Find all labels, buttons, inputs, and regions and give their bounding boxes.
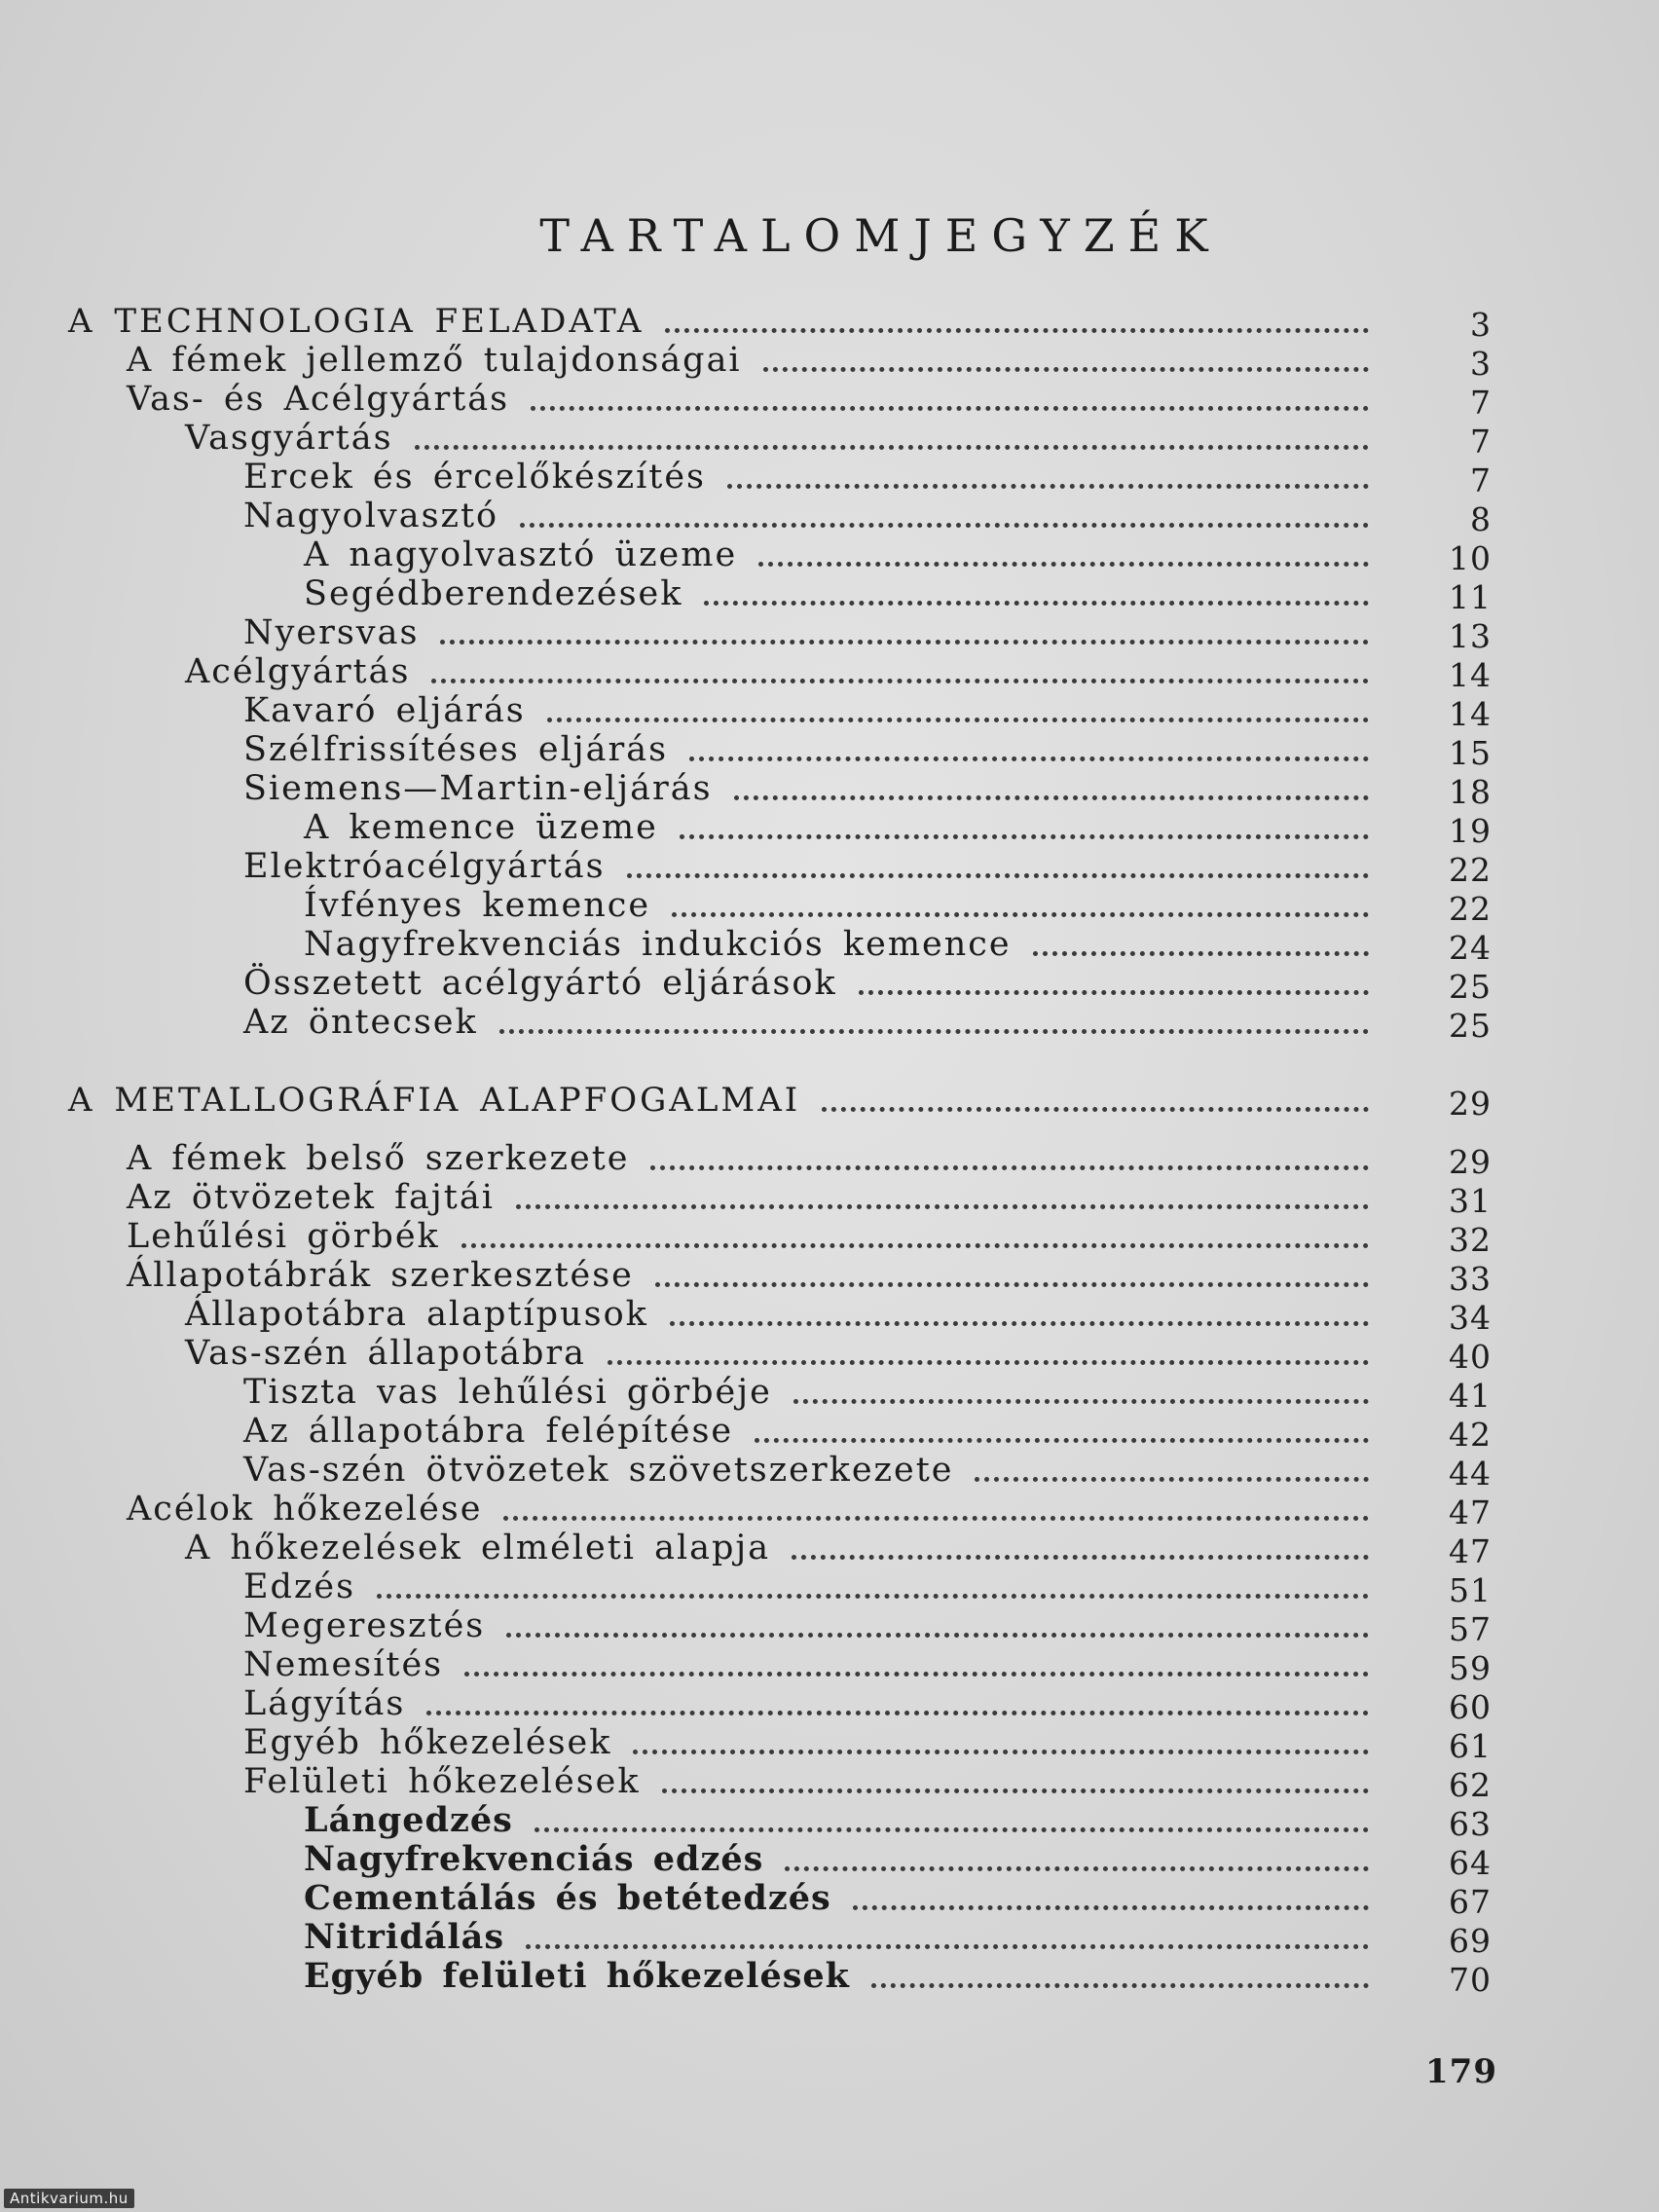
toc-page-number: 63 <box>1449 1805 1492 1843</box>
dot-leader <box>633 1750 1369 1754</box>
toc-page-number: 47 <box>1449 1493 1492 1531</box>
toc-entry <box>0 964 1659 1006</box>
toc-page-number: 7 <box>1470 423 1492 461</box>
toc-entry-label: A kemence üzeme <box>304 808 658 847</box>
toc-entry-label: Az állapotábra felépítése <box>243 1412 734 1451</box>
toc-page-number: 18 <box>1449 773 1492 811</box>
toc-entry <box>0 1139 1659 1181</box>
toc-entry <box>0 1295 1659 1337</box>
toc-entry-label: Szélfrissítéses eljárás <box>243 730 669 769</box>
toc-page-number: 13 <box>1449 617 1492 655</box>
dot-leader <box>516 1204 1369 1209</box>
toc-entry <box>0 1917 1659 1960</box>
toc-page-number: 14 <box>1449 656 1492 694</box>
toc-page-number: 42 <box>1449 1416 1492 1454</box>
dot-leader <box>662 1788 1369 1793</box>
dot-leader <box>727 484 1369 489</box>
dot-leader <box>755 1438 1369 1443</box>
dot-leader <box>415 445 1369 450</box>
dot-leader <box>426 1711 1369 1715</box>
toc-entry <box>0 886 1659 928</box>
toc-page-number: 59 <box>1449 1649 1492 1687</box>
toc-entry-label: A TECHNOLOGIA FELADATA <box>68 302 645 341</box>
dot-leader <box>535 1827 1369 1832</box>
toc-entry-label: Vasgyártás <box>185 419 393 458</box>
toc-page-number: 40 <box>1449 1338 1492 1376</box>
toc-entry-label: A fémek belső szerkezete <box>127 1139 630 1178</box>
toc-entry-label: Ívfényes kemence <box>304 886 651 925</box>
toc-page-number: 32 <box>1449 1221 1492 1259</box>
dot-leader <box>608 1360 1369 1365</box>
toc-entry-label: Siemens—Martin-eljárás <box>243 769 713 808</box>
toc-entry-label: Edzés <box>243 1567 356 1606</box>
toc-page-number: 24 <box>1449 929 1492 967</box>
dot-leader <box>689 756 1369 761</box>
toc-page-number: 67 <box>1449 1883 1492 1921</box>
toc-entry <box>0 1762 1659 1804</box>
dot-leader <box>758 562 1369 567</box>
toc-page-number: 51 <box>1449 1571 1492 1609</box>
dot-leader <box>822 1107 1369 1112</box>
toc-entry <box>0 1178 1659 1220</box>
toc-entry-label: Nagyfrekvenciás edzés <box>304 1839 764 1879</box>
toc-entry <box>0 1256 1659 1298</box>
toc-entry-label: Nyersvas <box>243 613 420 652</box>
toc-entry <box>0 1217 1659 1259</box>
toc-entry-label: Tiszta vas lehűlési görbéje <box>243 1373 772 1412</box>
toc-entry-label: A fémek jellemző tulajdonságai <box>127 341 742 380</box>
toc-entry-label: Az öntecsek <box>243 1003 478 1042</box>
dot-leader <box>526 1944 1369 1949</box>
toc-page-number: 3 <box>1470 345 1492 383</box>
toc-entry-label: Cementálás és betétedzés <box>304 1878 831 1918</box>
dot-leader <box>793 1399 1369 1404</box>
toc-entry-label: Nitridálás <box>304 1917 505 1957</box>
toc-page-number: 29 <box>1449 1085 1492 1123</box>
toc-entry <box>0 1334 1659 1376</box>
dot-leader <box>547 718 1369 722</box>
toc-entry-label: Acélgyártás <box>185 652 411 691</box>
dot-leader <box>499 1029 1369 1034</box>
toc-entry <box>0 613 1659 655</box>
dot-leader <box>680 834 1369 839</box>
toc-entry-label: Kavaró eljárás <box>243 691 526 730</box>
toc-entry <box>0 458 1659 497</box>
toc-entry-label: Lágyítás <box>243 1684 406 1723</box>
toc-page-number: 14 <box>1449 695 1492 733</box>
toc-entry <box>0 1003 1659 1045</box>
dot-leader <box>503 1516 1369 1521</box>
toc-entry <box>0 1567 1659 1609</box>
toc-entry-label: Vas-szén állapotábra <box>185 1334 587 1373</box>
toc-page-number: 61 <box>1449 1727 1492 1765</box>
toc-page-number: 8 <box>1470 500 1492 538</box>
toc-page-number: 25 <box>1449 968 1492 1006</box>
toc-entry <box>0 1645 1659 1687</box>
toc-entry <box>0 1878 1659 1921</box>
dot-leader <box>440 640 1369 645</box>
toc-section-heading <box>0 1081 1659 1123</box>
toc-entry <box>0 497 1659 538</box>
toc-entry-label: A hőkezelések elméleti alapja <box>185 1529 771 1567</box>
page-number: 179 <box>1425 2052 1497 2091</box>
dot-leader <box>627 873 1369 878</box>
toc-page-number: 64 <box>1449 1844 1492 1882</box>
toc-page-number: 22 <box>1449 851 1492 889</box>
toc-entry <box>0 574 1659 616</box>
toc-entry-label: Nemesítés <box>243 1645 444 1684</box>
toc-entry-label: Nagyfrekvenciás indukciós kemence <box>304 925 1012 964</box>
dot-leader <box>377 1594 1369 1599</box>
dot-leader <box>704 601 1369 606</box>
toc-entry <box>0 769 1659 811</box>
toc-page-number: 47 <box>1449 1532 1492 1570</box>
toc-entry <box>0 341 1659 383</box>
dot-leader <box>871 1983 1369 1988</box>
dot-leader <box>785 1866 1369 1871</box>
toc-entry <box>0 1373 1659 1415</box>
toc-entry-label: Felületi hőkezelések <box>243 1762 641 1801</box>
toc-page-number: 44 <box>1449 1455 1492 1493</box>
toc-entry <box>0 1723 1659 1765</box>
toc-entry <box>0 1529 1659 1570</box>
dot-leader <box>853 1905 1369 1910</box>
toc-page-number: 70 <box>1449 1961 1492 1999</box>
toc-entry-label: Nagyolvasztó <box>243 497 499 535</box>
toc-entry <box>0 1490 1659 1529</box>
toc-page-number: 57 <box>1449 1610 1492 1648</box>
dot-leader <box>734 795 1369 800</box>
dot-leader <box>520 523 1369 528</box>
toc-entry-label: Lángedzés <box>304 1800 513 1840</box>
toc-page-number: 3 <box>1470 306 1492 344</box>
toc-page-number: 29 <box>1449 1143 1492 1181</box>
dot-leader <box>792 1555 1369 1560</box>
toc-page-number: 15 <box>1449 734 1492 772</box>
toc-page-number: 34 <box>1449 1299 1492 1337</box>
toc-entry <box>0 1684 1659 1726</box>
toc-entry <box>0 419 1659 461</box>
page-title: TARTALOMJEGYZÉK <box>539 209 1222 262</box>
toc-entry <box>0 847 1659 889</box>
toc-page-number: 31 <box>1449 1182 1492 1220</box>
toc-entry-label: Vas- és Acélgyártás <box>127 380 510 419</box>
toc-entry-label: Lehűlési görbék <box>127 1217 440 1256</box>
dot-leader <box>672 912 1369 917</box>
toc-entry-label: Megeresztés <box>243 1606 486 1645</box>
toc-entry <box>0 1839 1659 1882</box>
toc-page-number: 62 <box>1449 1766 1492 1804</box>
dot-leader <box>461 1243 1369 1248</box>
toc-page-number: 19 <box>1449 812 1492 850</box>
dot-leader <box>859 990 1369 995</box>
toc-entry-label: Acélok hőkezelése <box>127 1490 483 1529</box>
toc-entry-label: Elektróacélgyártás <box>243 847 606 886</box>
dot-leader <box>670 1321 1369 1326</box>
toc-entry-label: Ercek és ércelőkészítés <box>243 458 707 497</box>
dot-leader <box>506 1633 1369 1638</box>
toc-entry-label: Egyéb hőkezelések <box>243 1723 612 1762</box>
dot-leader <box>464 1672 1369 1677</box>
toc-page-number: 11 <box>1449 578 1492 616</box>
dot-leader <box>975 1477 1369 1482</box>
toc-page-number: 69 <box>1449 1922 1492 1960</box>
toc-entry <box>0 808 1659 850</box>
toc-entry-label: Egyéb felületi hőkezelések <box>304 1956 850 1996</box>
toc-entry-label: Összetett acélgyártó eljárások <box>243 964 837 1003</box>
toc-entry-label: Állapotábra alaptípusok <box>185 1295 648 1334</box>
dot-leader <box>763 367 1369 372</box>
toc-page-number: 10 <box>1449 539 1492 577</box>
toc-page-number: 41 <box>1449 1377 1492 1415</box>
toc-entry <box>0 925 1659 967</box>
toc-entry-label: A nagyolvasztó üzeme <box>304 535 738 574</box>
toc-entry <box>0 1412 1659 1454</box>
toc-entry-label: Állapotábrák szerkesztése <box>127 1256 634 1295</box>
toc-entry <box>0 652 1659 694</box>
toc-page-number: 22 <box>1449 890 1492 928</box>
dot-leader <box>650 1165 1369 1170</box>
watermark-logo: Antikvarium.hu <box>4 2189 134 2208</box>
toc-entry-label: Vas-szén ötvözetek szövetszerkezete <box>243 1451 954 1490</box>
toc-entry <box>0 535 1659 577</box>
dot-leader <box>1033 951 1369 956</box>
toc-entry-label: Segédberendezések <box>304 574 683 613</box>
toc-entry <box>0 380 1659 422</box>
toc-entry-label: Az ötvözetek fajtái <box>127 1178 495 1217</box>
toc-page-number: 25 <box>1449 1007 1492 1045</box>
dot-leader <box>655 1282 1369 1287</box>
toc-entry <box>0 691 1659 733</box>
toc-entry <box>0 1956 1659 1999</box>
dot-leader <box>665 328 1369 333</box>
toc-page-number: 33 <box>1449 1260 1492 1298</box>
toc-entry-label: A METALLOGRÁFIA ALAPFOGALMAI <box>68 1081 801 1120</box>
toc-entry <box>0 1451 1659 1493</box>
dot-leader <box>431 679 1369 683</box>
toc-page-number: 7 <box>1470 461 1492 499</box>
toc-page-number: 7 <box>1470 384 1492 422</box>
dot-leader <box>531 406 1369 411</box>
toc-page-number: 60 <box>1449 1688 1492 1726</box>
toc-section-heading <box>0 302 1659 344</box>
toc-entry <box>0 730 1659 772</box>
toc-entry <box>0 1606 1659 1648</box>
toc-entry <box>0 1800 1659 1843</box>
